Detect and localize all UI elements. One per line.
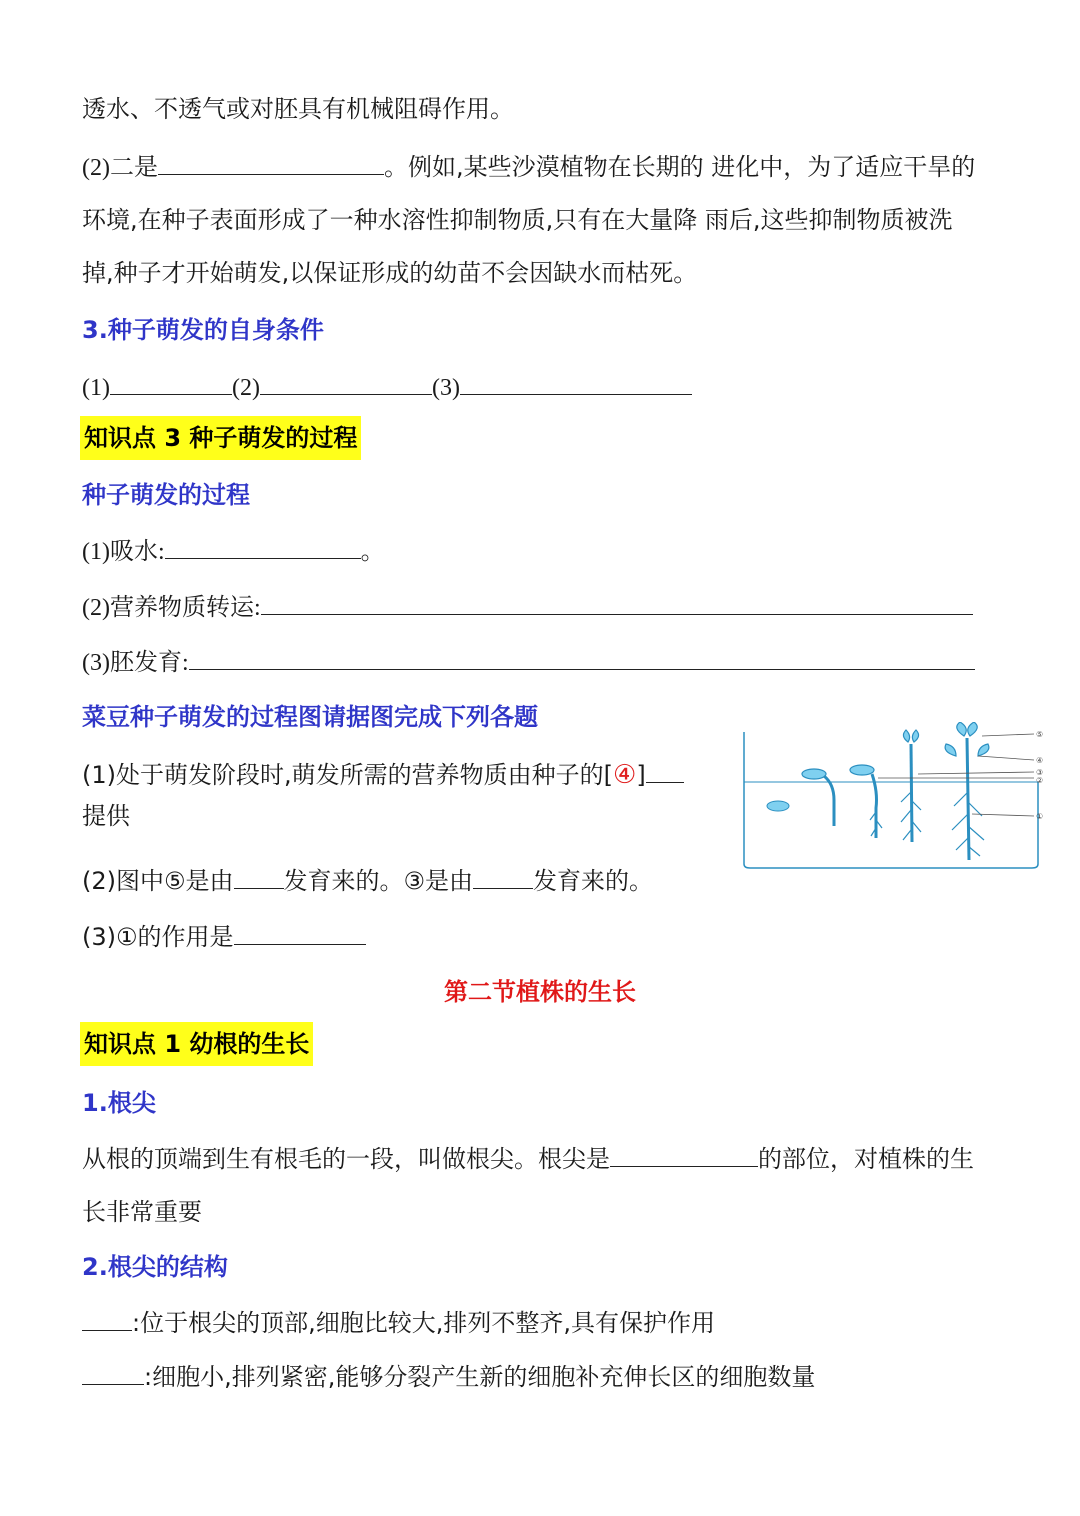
item-label: (2) (231, 375, 260, 401)
paragraph-text: 掉,种子才开始萌发,以保证形成的幼苗不会因缺水而枯死。 (82, 259, 698, 287)
answer-mark: ④ (613, 760, 637, 790)
question-line (82, 864, 653, 898)
diagram-label: ① (1036, 812, 1044, 821)
answer-row (82, 590, 973, 625)
answer-blank[interactable] (261, 590, 973, 615)
seed-stage-5 (945, 722, 989, 860)
answer-row (82, 645, 975, 680)
text-line (82, 92, 514, 126)
answer-blank[interactable] (110, 370, 232, 395)
question-text: 发育来的。 (533, 867, 654, 895)
knowledge-point-label: 知识点 1 幼根的生长 (80, 1022, 313, 1066)
text-line (82, 1306, 715, 1340)
diagram-label: ④ (1036, 756, 1044, 765)
section-heading: 1.根尖 (82, 1089, 156, 1117)
seed-stage-3 (850, 765, 882, 838)
container-outline (744, 732, 1038, 868)
subheading: 菜豆种子萌发的过程图请据图完成下列各题 (82, 703, 538, 731)
question-text: 发育来的。③是由 (283, 867, 474, 895)
knowledge-point-label: 知识点 3 种子萌发的过程 (80, 416, 361, 460)
answer-blank[interactable] (460, 370, 692, 395)
answer-row (82, 534, 385, 569)
seed-stage-1 (767, 801, 789, 811)
punctuation: 。 (360, 537, 385, 565)
question-label: (3)胚发育: (82, 650, 189, 676)
item-label: (1) (82, 375, 110, 401)
diagram-label: ③ (1036, 768, 1044, 777)
seed-stage-2 (802, 769, 834, 826)
section-heading: 2.根尖的结构 (82, 1253, 228, 1281)
question-text: (2)图中⑤是由 (82, 867, 234, 895)
answer-blank[interactable] (234, 864, 284, 889)
answer-blank[interactable] (646, 758, 684, 783)
question-label: (2)营养物质转运: (82, 595, 261, 621)
text-line (82, 1142, 974, 1176)
paragraph-text: 环境,在种子表面形成了一种水溶性抑制物质,只有在大量降 雨后,这些抑制物质被洗 (82, 206, 953, 234)
text-line (82, 150, 975, 185)
question-text: 提供 (82, 802, 130, 830)
answer-blank[interactable] (82, 1306, 132, 1331)
answer-blank[interactable] (82, 1360, 144, 1385)
question-label: (1)吸水: (82, 539, 165, 565)
text-line (82, 256, 697, 290)
paragraph-text: :位于根尖的顶部,细胞比较大,排列不整齐,具有保护作用 (132, 1309, 715, 1337)
paragraph-text: 。例如,某些沙漠植物在长期的 进化中，为了适应干旱的 (383, 153, 976, 181)
answer-blank[interactable] (165, 534, 361, 559)
diagram-label: ② (1036, 776, 1044, 785)
bracket: ] (636, 761, 646, 789)
question-line (82, 799, 130, 833)
diagram-label: ⑤ (1036, 730, 1044, 739)
question-text: (3)①的作用是 (82, 923, 234, 951)
answer-blank[interactable] (610, 1142, 758, 1167)
question-line (82, 920, 366, 954)
text-line (82, 203, 953, 237)
seed-stage-4 (901, 730, 921, 842)
answer-blank[interactable] (473, 864, 533, 889)
paragraph-text: 长非常重要 (82, 1198, 202, 1226)
section-title: 第二节植株的生长 (444, 978, 636, 1006)
paragraph-text: 的部位，对植株的生 (758, 1145, 974, 1173)
question-label: (2)二是 (82, 155, 158, 181)
subheading: 种子萌发的过程 (82, 481, 250, 509)
answer-blank[interactable] (189, 645, 975, 670)
answer-row (82, 370, 692, 405)
answer-blank[interactable] (260, 370, 432, 395)
question-text: (1)处于萌发阶段时,萌发所需的营养物质由种子的[ (82, 761, 613, 789)
paragraph-text: 透水、不透气或对胚具有机械阻碍作用。 (82, 95, 514, 123)
bean-germination-diagram (738, 722, 1058, 882)
section-heading: 3.种子萌发的自身条件 (82, 316, 324, 344)
item-label: (3) (431, 375, 460, 401)
text-line (82, 1360, 815, 1394)
question-line (82, 758, 684, 792)
answer-blank[interactable] (158, 150, 384, 175)
paragraph-text: 从根的顶端到生有根毛的一段，叫做根尖。根尖是 (82, 1145, 610, 1173)
paragraph-text: :细胞小,排列紧密,能够分裂产生新的细胞补充伸长区的细胞数量 (144, 1363, 816, 1391)
answer-blank[interactable] (234, 920, 366, 945)
text-line (82, 1195, 202, 1229)
